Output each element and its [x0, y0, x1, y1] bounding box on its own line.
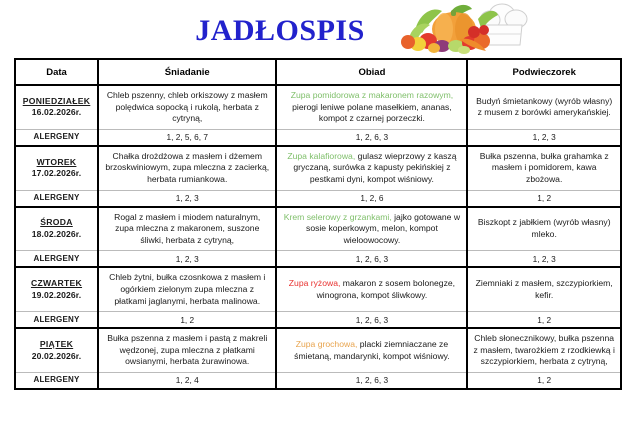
day-date: 18.02.2026r.	[31, 228, 82, 239]
allergen-snack: 1, 2, 3	[467, 251, 621, 268]
allergen-snack: 1, 2	[467, 372, 621, 389]
dinner-cell	[276, 267, 467, 311]
snack-cell: Ziemniaki z masłem, szczypiorkiem, kefir.	[467, 267, 621, 311]
menu-table	[14, 58, 622, 390]
day-cell	[15, 85, 98, 129]
snack-cell: Budyń śmietankowy (wyrób własny) z musem z borówki amerykańskiej.	[467, 85, 621, 129]
menu-table-container	[14, 58, 622, 390]
day-name: WTOREK	[36, 156, 77, 167]
allergen-dinner: 1, 2, 6, 3	[276, 129, 467, 146]
snack-cell: Biszkopt z jabłkiem (wyrób własny) mleko.	[467, 207, 621, 251]
day-name: PONIEDZIAŁEK	[22, 95, 91, 106]
dinner-soup: Zupa kalafiorowa,	[287, 150, 356, 161]
table-row	[15, 85, 621, 129]
day-cell	[15, 146, 98, 190]
dinner-soup: Krem selerowy z grzankami,	[283, 211, 392, 222]
allergen-snack: 1, 2	[467, 190, 621, 207]
dinner-cell	[276, 146, 467, 190]
allergen-breakfast: 1, 2, 3	[98, 251, 276, 268]
allergen-dinner: 1, 2, 6, 3	[276, 251, 467, 268]
breakfast-cell: Chleb żytni, bułka czosnkowa z masłem i ogórkiem zielonym zupa mleczna z płatkami jaglanymi, herbata malinowa.	[98, 267, 276, 311]
dinner-cell	[276, 328, 467, 372]
snack-cell: Chleb słonecznikowy, bułka pszenna z masłem, twarożkiem z rzodkiewką i szczypiorkiem, herbata z cytryną,	[467, 328, 621, 372]
dinner-rest: makaron z sosem bolonegze, winogrona, kompot śliwkowy.	[316, 278, 456, 300]
allergen-label: ALERGENY	[15, 312, 98, 329]
breakfast-cell: Chleb pszenny, chleb orkiszowy z masłem polędwica sopocką i rukolą, herbata z cytryną,	[98, 85, 276, 129]
allergen-label: ALERGENY	[15, 190, 98, 207]
allergen-row	[15, 372, 621, 389]
allergen-label: ALERGENY	[15, 372, 98, 389]
dinner-rest: pierogi leniwe polane masełkiem, ananas, kompot z czarnej porzeczki.	[292, 101, 452, 124]
allergen-row	[15, 129, 621, 146]
dinner-soup: Zupa pomidorowa z makaronem razowym,	[290, 90, 454, 100]
allergen-snack: 1, 2, 3	[467, 129, 621, 146]
allergen-breakfast: 1, 2, 5, 6, 7	[98, 129, 276, 146]
allergen-dinner: 1, 2, 6, 3	[276, 312, 467, 329]
allergen-row	[15, 312, 621, 329]
day-date: 17.02.2026r.	[31, 168, 82, 179]
dinner-rest: gulasz wieprzowy z kaszą gryczaną, surówka z kapusty pekińskiej z pestkami dyni, kompot wiśniowy.	[293, 150, 457, 184]
column-header-obiad: Obiad	[276, 59, 467, 85]
allergen-snack: 1, 2	[467, 312, 621, 329]
breakfast-cell: Chałka drożdżowa z masłem i dżemem brzoskwiniowym, zupa mleczna z zacierką, herbata rumiankowa.	[98, 146, 276, 190]
day-cell	[15, 328, 98, 372]
allergen-row	[15, 190, 621, 207]
day-date: 20.02.2026r.	[31, 350, 82, 361]
snack-cell: Bułka pszenna, bułka grahamka z masłem i pomidorem, kawa zbożowa.	[467, 146, 621, 190]
dinner-soup: Zupa ryżowa,	[288, 278, 341, 289]
day-name: CZWARTEK	[30, 278, 83, 289]
table-header-row	[15, 59, 621, 85]
dinner-rest: jajko gotowane w sosie koperkowym, melon, kompot wieloowocowy.	[306, 211, 461, 245]
table-row	[15, 146, 621, 190]
dinner-rest: placki ziemniaczane ze śmietaną, mandarynki, kompot wiśniowy.	[294, 338, 450, 361]
breakfast-cell: Rogal z masłem i miodem naturalnym, zupa mleczna z makaronem, suszone śliwki, herbata z cytryną,	[98, 207, 276, 251]
day-date: 19.02.2026r.	[31, 289, 82, 300]
day-name: PIĄTEK	[39, 338, 74, 349]
column-header-data: Data	[15, 59, 98, 85]
column-header-sniadanie: Śniadanie	[98, 59, 276, 85]
allergen-breakfast: 1, 2, 3	[98, 190, 276, 207]
page-header	[0, 0, 636, 56]
dinner-cell	[276, 85, 467, 129]
dinner-soup: Zupa grochowa,	[295, 338, 358, 349]
day-cell	[15, 267, 98, 311]
allergen-breakfast: 1, 2	[98, 312, 276, 329]
column-header-podwieczorek: Podwieczorek	[467, 59, 621, 85]
allergen-row	[15, 251, 621, 268]
allergen-label: ALERGENY	[15, 251, 98, 268]
allergen-dinner: 1, 2, 6	[276, 190, 467, 207]
menu-table-body	[15, 85, 621, 389]
dinner-cell	[276, 207, 467, 251]
breakfast-cell: Bułka pszenna z masłem i pastą z makreli wędzonej, zupa mleczna z płatkami owsianymi, herbata żurawinowa.	[98, 328, 276, 372]
vegetables-and-chef-hat-image	[398, 1, 534, 55]
allergen-dinner: 1, 2, 6, 3	[276, 372, 467, 389]
table-row	[15, 207, 621, 251]
table-row	[15, 328, 621, 372]
day-cell	[15, 207, 98, 251]
day-name: ŚRODA	[40, 217, 73, 228]
allergen-breakfast: 1, 2, 4	[98, 372, 276, 389]
allergen-label: ALERGENY	[15, 129, 98, 146]
day-date: 16.02.2026r.	[31, 107, 82, 118]
page-title: JADŁOSPIS	[195, 14, 365, 47]
table-row	[15, 267, 621, 311]
